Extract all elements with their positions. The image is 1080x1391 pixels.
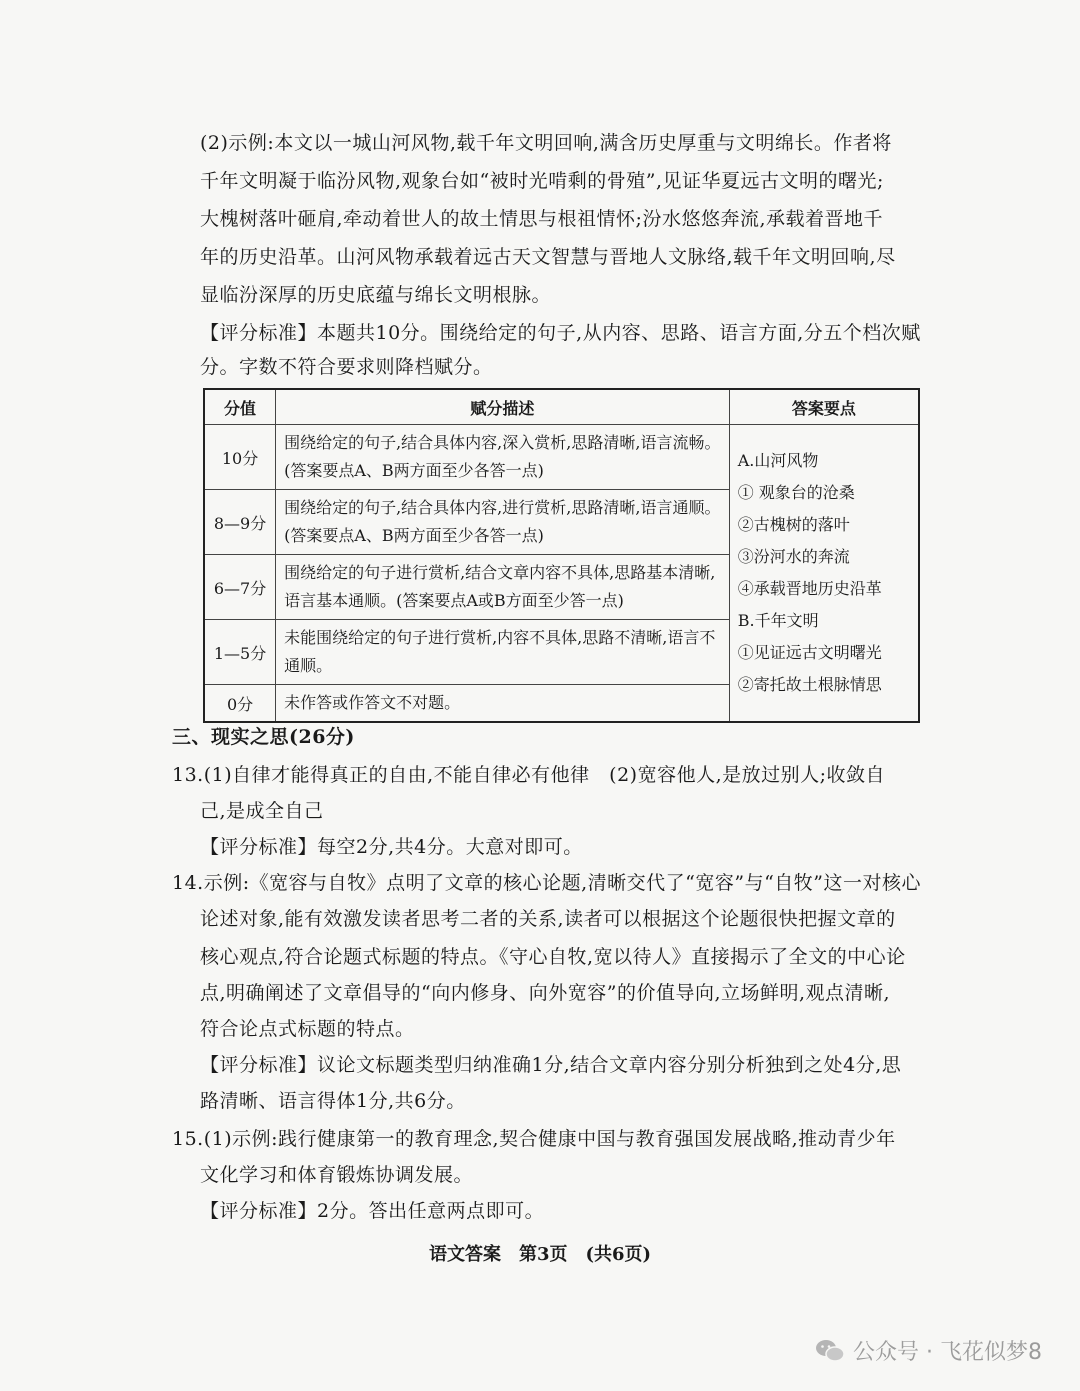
table-header: 赋分描述	[276, 389, 730, 425]
q14-line: 论述对象,能有效激发读者思考二者的关系,读者可以根据这个论题很快把握文章的	[200, 908, 896, 930]
q14-rubric: 【评分标准】议论文标题类型归纳准确1分,结合文章内容分别分析独到之处4分,思	[200, 1054, 902, 1076]
answer-line: 显临汾深厚的历史底蕴与绵长文明根脉。	[200, 284, 552, 306]
point-item: A.山河风物	[737, 451, 819, 470]
point-item: ②古槐树的落叶	[737, 515, 850, 534]
point-item: ④承载晋地历史沿革	[737, 579, 882, 598]
q14-line: 点,明确阐述了文章倡导的“向内修身、向外宽容”的价值导向,立场鲜明,观点清晰,	[200, 982, 891, 1004]
point-item: ① 观象台的沧桑	[737, 483, 855, 502]
q13-rubric: 【评分标准】每空2分,共4分。大意对即可。	[200, 836, 583, 858]
q14-line: 符合论点式标题的特点。	[200, 1018, 415, 1040]
score-cell: 0分	[204, 685, 276, 723]
point-item: ③汾河水的奔流	[737, 547, 850, 566]
q14-line: 核心观点,符合论题式标题的特点。《守心自牧,宽以待人》直接揭示了全文的中心论	[200, 946, 906, 968]
desc-cell: 围绕给定的句子,结合具体内容,深入赏析,思路清晰,语言流畅。(答案要点A、B两方面至少各答一点)	[276, 425, 730, 490]
score-cell: 1—5分	[204, 620, 276, 685]
answer-line: (2)示例:本文以一城山河风物,载千年文明回响,满含历史厚重与文明绵长。作者将	[200, 132, 892, 154]
q14-line: 14.示例:《宽容与自牧》点明了文章的核心论题,清晰交代了“宽容”与“自牧”这一对核心	[172, 872, 922, 894]
answer-points-cell	[729, 425, 919, 723]
page-footer: 语文答案 第3页 (共6页)	[428, 1244, 652, 1265]
table-header: 答案要点	[729, 389, 919, 425]
point-item: ②寄托故土根脉情思	[737, 675, 882, 694]
rubric-line: 【评分标准】本题共10分。围绕给定的句子,从内容、思路、语言方面,分五个档次赋	[200, 322, 921, 344]
watermark-text: 公众号 · 飞花似梦8	[853, 1340, 1042, 1365]
point-item: B.千年文明	[737, 611, 819, 630]
table-header: 分值	[204, 389, 276, 425]
desc-cell: 未作答或作答文不对题。	[276, 685, 730, 723]
q13-line: 13.(1)自律才能得真正的自由,不能自律必有他律 (2)宽容他人,是放过别人;收敛自	[172, 764, 886, 786]
score-cell: 8—9分	[204, 490, 276, 555]
scoring-table	[203, 388, 920, 723]
point-item: ①见证远古文明曙光	[737, 643, 882, 662]
watermark	[815, 1335, 1042, 1366]
answer-line: 千年文明凝于临汾风物,观象台如“被时光啃剩的骨殖”,见证华夏远古文明的曙光;	[200, 170, 884, 192]
desc-cell: 未能围绕给定的句子进行赏析,内容不具体,思路不清晰,语言不通顺。	[276, 620, 730, 685]
desc-cell: 围绕给定的句子,结合具体内容,进行赏析,思路清晰,语言通顺。(答案要点A、B两方面至少各答一点)	[276, 490, 730, 555]
q13-line: 己,是成全自己	[200, 800, 324, 822]
rubric-line: 分。字数不符合要求则降档赋分。	[200, 356, 493, 378]
q15-line: 文化学习和体育锻炼协调发展。	[200, 1164, 474, 1186]
answer-line: 大槐树落叶砸肩,牵动着世人的故土情思与根祖情怀;汾水悠悠奔流,承载着晋地千	[200, 208, 883, 230]
q15-rubric: 【评分标准】2分。答出任意两点即可。	[200, 1200, 545, 1222]
wechat-icon	[815, 1338, 845, 1364]
desc-cell: 围绕给定的句子进行赏析,结合文章内容不具体,思路基本清晰,语言基本通顺。(答案要点A或B方面至少答一点)	[276, 555, 730, 620]
section-heading: 三、现实之思(26分)	[172, 726, 355, 748]
table-row	[204, 425, 919, 490]
score-cell: 6—7分	[204, 555, 276, 620]
q15-line: 15.(1)示例:践行健康第一的教育理念,契合健康中国与教育强国发展战略,推动青少年	[172, 1128, 896, 1150]
score-cell: 10分	[204, 425, 276, 490]
q14-rubric: 路清晰、语言得体1分,共6分。	[200, 1090, 466, 1112]
answer-line: 年的历史沿革。山河风物承载着远古天文智慧与晋地人文脉络,载千年文明回响,尽	[200, 246, 896, 268]
